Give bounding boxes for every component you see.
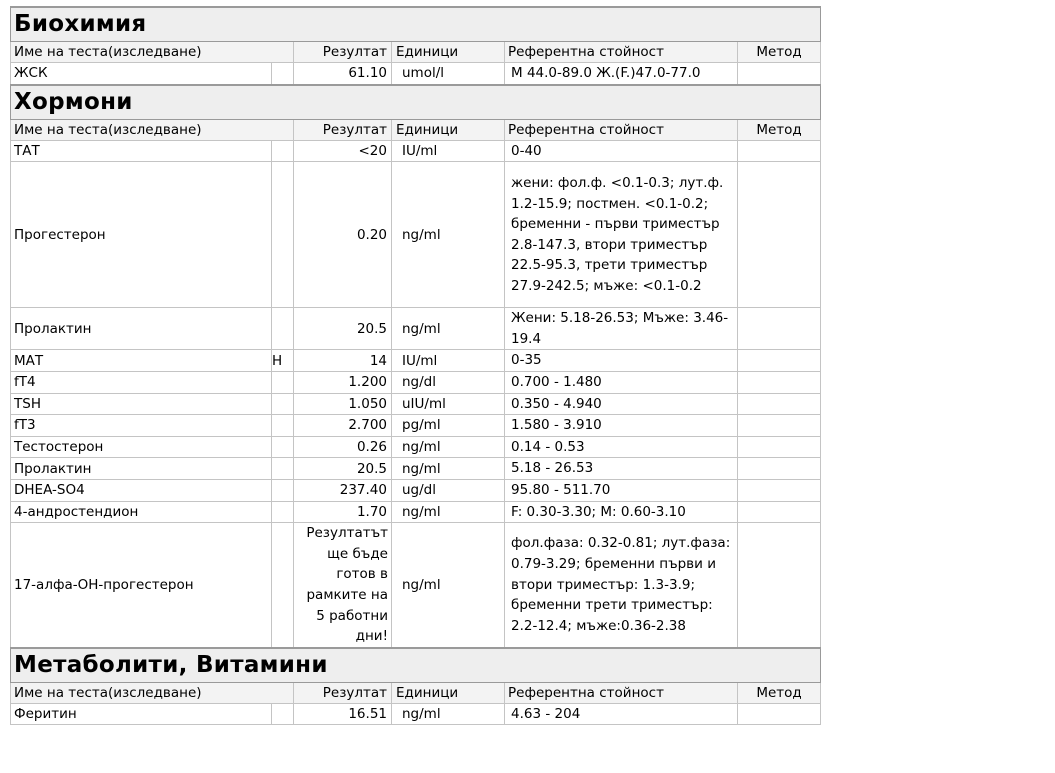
test-units: ng/ml xyxy=(392,162,505,308)
column-header-method: Метод xyxy=(738,119,821,140)
test-method xyxy=(738,63,821,85)
column-header-name: Име на теста(изследване) xyxy=(11,119,294,140)
test-name: DHEA-SO4 xyxy=(11,479,272,501)
table-row xyxy=(11,140,821,162)
table-row xyxy=(11,162,821,308)
test-method xyxy=(738,523,821,648)
test-method xyxy=(738,350,821,372)
result-flag xyxy=(272,479,294,501)
reference-range: 0.350 - 4.940 xyxy=(505,393,738,415)
section-header xyxy=(11,85,821,120)
reference-range: 95.80 - 511.70 xyxy=(505,479,738,501)
test-result: 2.700 xyxy=(294,415,392,437)
section-title: Метаболити, Витамини xyxy=(11,648,821,683)
test-result: <20 xyxy=(294,140,392,162)
test-method xyxy=(738,393,821,415)
test-method xyxy=(738,501,821,523)
column-header-name: Име на теста(изследване) xyxy=(11,42,294,63)
test-method xyxy=(738,479,821,501)
reference-range: жени: фол.ф. <0.1-0.3; лут.ф. 1.2-15.9; постмен. <0.1-0.2; бременни - първи триместър 2.8-147.3, втори триместър 22.5-95.3, трети триместър 27.9-242.5; мъже: <0.1-0.2 xyxy=(505,162,738,308)
test-units: ng/ml xyxy=(392,458,505,480)
reference-range: М 44.0-89.0 Ж.(F.)47.0-77.0 xyxy=(505,63,738,85)
test-result: 0.26 xyxy=(294,436,392,458)
result-flag xyxy=(272,393,294,415)
test-name: Феритин xyxy=(11,703,272,725)
test-name: Прогестерон xyxy=(11,162,272,308)
test-method xyxy=(738,415,821,437)
result-flag xyxy=(272,501,294,523)
table-row xyxy=(11,501,821,523)
reference-range: 5.18 - 26.53 xyxy=(505,458,738,480)
lab-results-document xyxy=(10,6,820,725)
test-method xyxy=(738,371,821,393)
test-name: 4-андростендион xyxy=(11,501,272,523)
table-row xyxy=(11,479,821,501)
table-row xyxy=(11,63,821,85)
test-units: ng/ml xyxy=(392,523,505,648)
column-header-result: Резултат xyxy=(294,42,392,63)
test-units: ng/ml xyxy=(392,501,505,523)
column-header-result: Резултат xyxy=(294,682,392,703)
result-flag xyxy=(272,415,294,437)
test-name: Тестостерон xyxy=(11,436,272,458)
test-method xyxy=(738,436,821,458)
test-units: ng/ml xyxy=(392,436,505,458)
section-title: Хормони xyxy=(11,85,821,120)
result-flag xyxy=(272,371,294,393)
test-units: umol/l xyxy=(392,63,505,85)
table-row xyxy=(11,415,821,437)
column-header-method: Метод xyxy=(738,682,821,703)
test-method xyxy=(738,458,821,480)
reference-range: 4.63 - 204 xyxy=(505,703,738,725)
column-header-row xyxy=(11,42,821,63)
result-flag xyxy=(272,308,294,350)
test-units: ng/ml xyxy=(392,308,505,350)
test-name: TSH xyxy=(11,393,272,415)
test-name: Пролактин xyxy=(11,458,272,480)
test-result: 14 xyxy=(294,350,392,372)
test-name: ТАТ xyxy=(11,140,272,162)
column-header-result: Резултат xyxy=(294,119,392,140)
test-result: 20.5 xyxy=(294,308,392,350)
test-result: 237.40 xyxy=(294,479,392,501)
test-method xyxy=(738,308,821,350)
table-row xyxy=(11,436,821,458)
column-header-method: Метод xyxy=(738,42,821,63)
test-name: fT3 xyxy=(11,415,272,437)
result-flag xyxy=(272,458,294,480)
test-units: IU/ml xyxy=(392,140,505,162)
result-flag xyxy=(272,703,294,725)
table-row xyxy=(11,350,821,372)
column-header-units: Единици xyxy=(392,682,505,703)
section-header xyxy=(11,648,821,683)
test-result: 16.51 xyxy=(294,703,392,725)
test-units: ug/dl xyxy=(392,479,505,501)
test-units: IU/ml xyxy=(392,350,505,372)
column-header-reference: Референтна стойност xyxy=(505,42,738,63)
result-flag xyxy=(272,63,294,85)
column-header-row xyxy=(11,119,821,140)
reference-range: Жени: 5.18-26.53; Мъже: 3.46-19.4 xyxy=(505,308,738,350)
reference-range: 0.14 - 0.53 xyxy=(505,436,738,458)
column-header-name: Име на теста(изследване) xyxy=(11,682,294,703)
reference-range: F: 0.30-3.30; M: 0.60-3.10 xyxy=(505,501,738,523)
result-flag: H xyxy=(272,350,294,372)
result-flag xyxy=(272,140,294,162)
reference-range: 0.700 - 1.480 xyxy=(505,371,738,393)
test-method xyxy=(738,140,821,162)
test-units: ng/ml xyxy=(392,703,505,725)
reference-range: 0-35 xyxy=(505,350,738,372)
test-name: ЖСК xyxy=(11,63,272,85)
test-name: Пролактин xyxy=(11,308,272,350)
test-name: МАТ xyxy=(11,350,272,372)
table-row xyxy=(11,703,821,725)
reference-range: фол.фаза: 0.32-0.81; лут.фаза: 0.79-3.29; бременни първи и втори триместър: 1.3-3.9; бременни трети триместър: 2.2-12.4; мъже:0.36-2.38 xyxy=(505,523,738,648)
table-row xyxy=(11,458,821,480)
section-title: Биохимия xyxy=(11,7,821,42)
table-row xyxy=(11,393,821,415)
test-name: fT4 xyxy=(11,371,272,393)
column-header-units: Единици xyxy=(392,42,505,63)
result-flag xyxy=(272,436,294,458)
test-method xyxy=(738,162,821,308)
test-units: uIU/ml xyxy=(392,393,505,415)
test-units: pg/ml xyxy=(392,415,505,437)
table-row xyxy=(11,308,821,350)
reference-range: 0-40 xyxy=(505,140,738,162)
column-header-reference: Референтна стойност xyxy=(505,119,738,140)
test-result: 20.5 xyxy=(294,458,392,480)
column-header-reference: Референтна стойност xyxy=(505,682,738,703)
test-name: 17-алфа-ОН-прогестерон xyxy=(11,523,272,648)
reference-range: 1.580 - 3.910 xyxy=(505,415,738,437)
test-result: 0.20 xyxy=(294,162,392,308)
column-header-row xyxy=(11,682,821,703)
test-method xyxy=(738,703,821,725)
test-result: 61.10 xyxy=(294,63,392,85)
table-row xyxy=(11,523,821,648)
column-header-units: Единици xyxy=(392,119,505,140)
section-header xyxy=(11,7,821,42)
test-result: 1.70 xyxy=(294,501,392,523)
test-units: ng/dl xyxy=(392,371,505,393)
table-row xyxy=(11,371,821,393)
results-table xyxy=(10,6,821,725)
test-result: 1.050 xyxy=(294,393,392,415)
result-flag xyxy=(272,162,294,308)
result-flag xyxy=(272,523,294,648)
test-result: Резултатът ще бъде готов в рамките на 5 работни дни! xyxy=(294,523,392,648)
test-result: 1.200 xyxy=(294,371,392,393)
